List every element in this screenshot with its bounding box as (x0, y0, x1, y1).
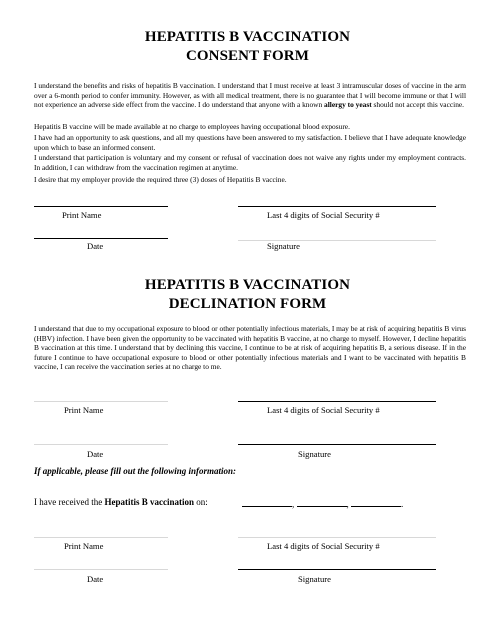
received-vaccination-line (34, 497, 208, 508)
dose-1-date-blank[interactable] (242, 497, 295, 509)
date-separator-1: , (292, 499, 295, 509)
consent-ssn-line[interactable] (238, 206, 436, 207)
declination-signature-line[interactable] (238, 444, 436, 445)
declination-ssn-label: Last 4 digits of Social Security # (267, 405, 380, 415)
declination-ssn-label-2: Last 4 digits of Social Security # (267, 541, 380, 551)
declination-print-name-line[interactable] (34, 401, 168, 402)
declination-date-line-2[interactable] (34, 569, 168, 570)
hep-b-vaccination-emphasis: Hepatitis B vaccination (104, 497, 194, 507)
consent-paragraph-5: I desire that my employer provide the required three (3) doses of Hepatitis B vaccine. (34, 175, 287, 184)
declination-print-name-line-2[interactable] (34, 537, 168, 538)
declination-title-line2: DECLINATION FORM (168, 296, 327, 312)
consent-p1-text: I understand the benefits and risks of hepatitis B vaccination. I understand that I must receive at least 3 intramuscular doses of vaccine in the arm over a 6-month period to confer immunity. However, as with all medical treatment, there is no guarantee that I will become immune or that I will not experience an adverse side effect from the vaccine. I do understand that anyone with a known (34, 81, 466, 110)
declination-signature-label-2: Signature (298, 574, 331, 584)
declination-ssn-line-2[interactable] (238, 537, 436, 538)
consent-title-line1: HEPATITIS B VACCINATION (144, 29, 351, 45)
consent-ssn-label: Last 4 digits of Social Security # (267, 210, 380, 220)
consent-paragraph-3: I have had an opportunity to ask questions, and all my questions have been answered to my satisfaction. I believe that I have adequate knowledge upon which to base an informed consent. (34, 133, 466, 152)
received-on-text: on: (193, 497, 208, 507)
consent-print-name-label: Print Name (62, 210, 102, 220)
consent-print-name-line[interactable] (34, 206, 168, 207)
consent-title-line2: CONSENT FORM (185, 48, 310, 64)
consent-paragraph-1 (34, 81, 466, 110)
declination-date-label: Date (87, 449, 104, 459)
yeast-allergy-emphasis: allergy to yeast (324, 100, 372, 110)
consent-paragraph-2: Hepatitis B vaccine will be made available at no charge to employees having occupational blood exposure. (34, 122, 350, 131)
dose-3-date-blank[interactable] (351, 497, 404, 509)
declination-ssn-line[interactable] (238, 401, 436, 402)
consent-signature-label: Signature (267, 241, 300, 251)
declination-signature-line-2[interactable] (238, 569, 436, 570)
declination-paragraph: I understand that due to my occupational exposure to blood or other potentially infectious materials, I may be at risk of acquiring hepatitis B virus (HBV) infection. I have been given the opportunity to be vaccinated with hepatitis B vaccine, at no charge to myself. However, I decline hepatitis B vaccination at this time. I understand that by declining this vaccine, I continue to be at risk of acquiring hepatitis B, a serious disease. If in the future I continue to have occupational exposure to blood or other potentially infectious materials and I want to be vaccinated with hepatitis B vaccine, I can receive the vaccination series at no charge to me. (34, 324, 466, 372)
consent-date-label: Date (87, 241, 104, 251)
declination-date-line[interactable] (34, 444, 168, 445)
declination-title-line1: HEPATITIS B VACCINATION (144, 277, 351, 293)
date-separator-2: , (346, 499, 349, 509)
declination-print-name-label: Print Name (64, 405, 104, 415)
declination-signature-label: Signature (298, 449, 331, 459)
consent-paragraph-4: I understand that participation is voluntary and my consent or refusal of vaccination does not waive any rights under my employment contracts. In addition, I can withdraw from the vaccination regimen at anytime. (34, 153, 466, 172)
vaccination-dates (242, 497, 403, 510)
if-applicable-heading: If applicable, please fill out the following information: (34, 466, 237, 476)
consent-date-line[interactable] (34, 238, 168, 239)
received-text: I have received the (34, 497, 105, 507)
date-end-period: . (401, 499, 404, 509)
dose-2-date-blank[interactable] (297, 497, 347, 507)
declination-date-label-2: Date (87, 574, 104, 584)
declination-print-name-label-2: Print Name (64, 541, 104, 551)
consent-p1-end: should not accept this vaccine. (371, 100, 465, 110)
